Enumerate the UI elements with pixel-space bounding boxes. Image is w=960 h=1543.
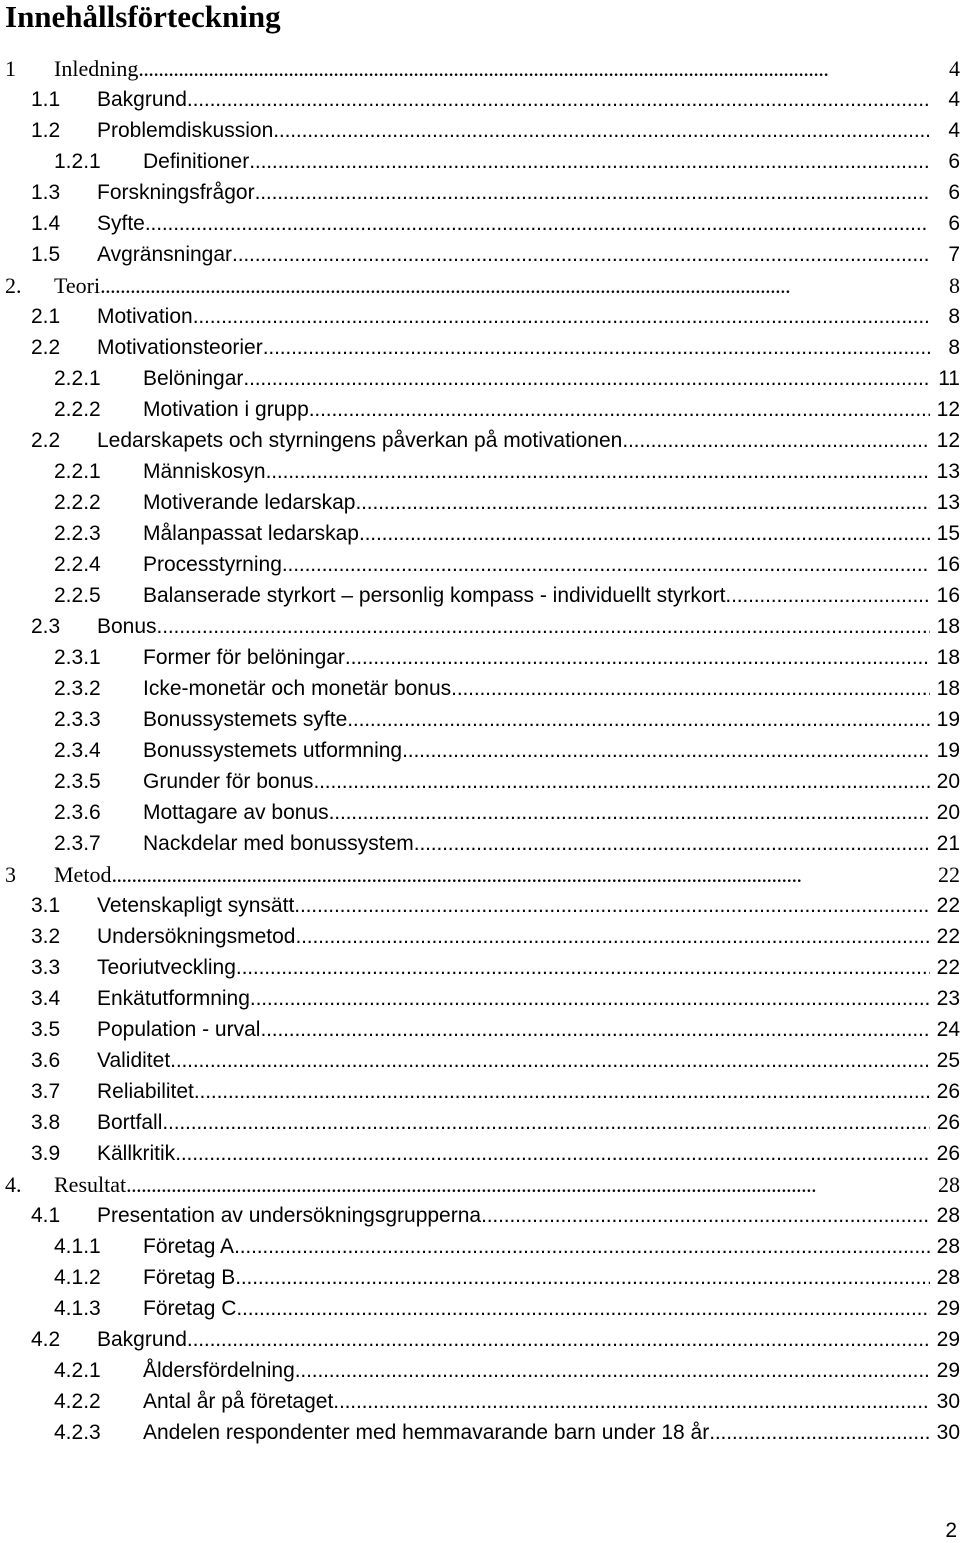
toc-dot-leader	[235, 1262, 930, 1293]
toc-entry[interactable]	[0, 1200, 960, 1231]
toc-entry-page: 13	[936, 460, 960, 483]
toc-entry-page: 30	[936, 1390, 960, 1413]
toc-entry-text	[97, 239, 930, 270]
toc-entry-text	[97, 208, 930, 239]
toc-entry[interactable]	[0, 115, 960, 146]
toc-entry-page: 18	[936, 615, 960, 638]
toc-entry-number: 4.1.1	[54, 1235, 101, 1258]
toc-dot-leader	[402, 735, 930, 766]
toc-entry[interactable]	[0, 921, 960, 952]
toc-entry[interactable]	[0, 1076, 960, 1107]
toc-entry-page: 28	[938, 1172, 960, 1197]
toc-dot-leader	[187, 84, 930, 115]
toc-entry[interactable]	[0, 952, 960, 983]
toc-entry-page: 26	[936, 1111, 960, 1134]
toc-entry-label: Presentation av undersökningsgrupperna	[97, 1204, 482, 1227]
toc-dot-leader	[162, 1107, 930, 1138]
toc-entry-page: 29	[936, 1297, 960, 1320]
toc-entry-number: 2.3.3	[54, 708, 101, 731]
toc-entry-number: 2.3.5	[54, 770, 101, 793]
toc-entry-text	[54, 53, 930, 84]
toc-entry-label: Grunder för bonus	[143, 770, 314, 793]
toc-entry-text	[143, 828, 930, 859]
toc-entry-label: Problemdiskussion	[97, 119, 274, 142]
toc-entry-label: Källkritik	[97, 1142, 176, 1165]
toc-entry-text	[143, 487, 930, 518]
toc-entry-text	[97, 301, 930, 332]
toc-entry-text	[97, 1076, 930, 1107]
toc-entry[interactable]	[0, 1138, 960, 1169]
toc-entry[interactable]	[0, 642, 960, 673]
toc-entry[interactable]	[0, 84, 960, 115]
toc-entry-label: Processtyrning	[143, 553, 282, 576]
toc-entry-label: Motivation	[97, 305, 193, 328]
toc-entry-number: 2.3.6	[54, 801, 101, 824]
toc-entry[interactable]	[0, 518, 960, 549]
toc-dot-leader	[273, 115, 930, 146]
toc-entry-label: Balanserade styrkort – personlig kompass - individuellt styrkort	[143, 584, 726, 607]
toc-entry-label: Mottagare av bonus	[143, 801, 329, 824]
toc-entry-text	[143, 766, 930, 797]
toc-entry-text	[97, 1045, 930, 1076]
toc-entry-label: Forskningsfrågor	[97, 181, 255, 204]
toc-dot-leader	[709, 1417, 930, 1448]
toc-entry-number: 1.4	[31, 212, 61, 235]
toc-entry-page: 18	[936, 677, 960, 700]
toc-dot-leader	[313, 766, 930, 797]
toc-entry-page: 22	[936, 894, 960, 917]
toc-entry[interactable]	[0, 1355, 960, 1386]
toc-entry-page: 19	[936, 739, 960, 762]
toc-entry-page: 25	[936, 1049, 960, 1072]
toc-entry-label: Företag C	[143, 1297, 237, 1320]
toc-entry-page: 22	[936, 925, 960, 948]
page-number: 2	[945, 1519, 957, 1542]
toc-entry-number: 4.2.2	[54, 1390, 101, 1413]
toc-entry-number: 3	[5, 862, 16, 887]
toc-entry[interactable]	[0, 1231, 960, 1262]
toc-dot-leader	[194, 1076, 930, 1107]
toc-dot-leader	[111, 859, 930, 890]
toc-entry-page: 18	[936, 646, 960, 669]
toc-entry[interactable]	[0, 363, 960, 394]
toc-dot-leader	[145, 208, 930, 239]
toc-dot-leader	[249, 146, 930, 177]
toc-entry-number: 3.7	[31, 1080, 61, 1103]
toc-entry-text	[97, 1200, 930, 1231]
toc-entry[interactable]	[0, 332, 960, 363]
toc-entry-text	[143, 580, 930, 611]
toc-entry[interactable]	[0, 735, 960, 766]
toc-entry-number: 2.	[5, 273, 22, 298]
toc-entry-page: 21	[936, 832, 960, 855]
toc-entry[interactable]	[0, 1417, 960, 1448]
toc-entry-text	[143, 549, 930, 580]
toc-entry-number: 4.1.3	[54, 1297, 101, 1320]
toc-entry[interactable]	[0, 1107, 960, 1138]
toc-entry-number: 2.3.7	[54, 832, 101, 855]
toc-entry-text	[143, 1386, 930, 1417]
toc-entry-page: 26	[936, 1080, 960, 1103]
toc-entry-page: 12	[936, 398, 960, 421]
toc-entry-page: 29	[936, 1328, 960, 1351]
toc-entry[interactable]	[0, 146, 960, 177]
toc-entry-page: 6	[948, 212, 960, 235]
toc-entry-number: 3.6	[31, 1049, 61, 1072]
toc-entry[interactable]	[0, 239, 960, 270]
toc-entry-label: Syfte	[97, 212, 145, 235]
toc-entry-text	[97, 84, 930, 115]
toc-entry-label: Bakgrund	[97, 1328, 187, 1351]
toc-entry[interactable]	[0, 580, 960, 611]
toc-entry[interactable]	[0, 270, 960, 301]
toc-entry[interactable]	[0, 53, 960, 84]
toc-entry-text	[54, 859, 930, 890]
toc-entry-number: 2.3	[31, 615, 61, 638]
toc-entry-number: 2.3.4	[54, 739, 101, 762]
toc-entry-text	[97, 1324, 930, 1355]
toc-entry-number: 2.2	[31, 429, 61, 452]
toc-entry-number: 2.2.1	[54, 367, 101, 390]
toc-entry-number: 4.1	[31, 1204, 61, 1227]
toc-entry-text	[97, 1138, 930, 1169]
toc-entry-number: 4.1.2	[54, 1266, 101, 1289]
toc-entry-text	[97, 983, 930, 1014]
toc-entry[interactable]	[0, 1262, 960, 1293]
toc-dot-leader	[282, 549, 930, 580]
toc-entry-label: Bakgrund	[97, 88, 187, 111]
toc-entry-label: Validitet	[97, 1049, 171, 1072]
toc-entry-text	[97, 425, 930, 456]
toc-dot-leader	[157, 611, 930, 642]
toc-entry[interactable]	[0, 797, 960, 828]
toc-dot-leader	[138, 53, 930, 84]
toc-entry[interactable]	[0, 394, 960, 425]
toc-entry-page: 24	[936, 1018, 960, 1041]
toc-dot-leader	[355, 487, 930, 518]
toc-dot-leader	[126, 1169, 930, 1200]
toc-entry-page: 28	[936, 1235, 960, 1258]
toc-entry[interactable]	[0, 1169, 960, 1200]
toc-entry-number: 2.3.2	[54, 677, 101, 700]
toc-entry-text	[143, 642, 930, 673]
toc-entry-text	[97, 177, 930, 208]
toc-entry-label: Motivation i grupp	[143, 398, 309, 421]
toc-dot-leader	[295, 1355, 930, 1386]
toc-entry-label: Vetenskapligt synsätt	[97, 894, 295, 917]
toc-entry-label: Bonussystemets utformning	[143, 739, 403, 762]
toc-entry-label: Nackdelar med bonussystem	[143, 832, 414, 855]
toc-entry-text	[143, 146, 930, 177]
toc-entry-label: Reliabilitet	[97, 1080, 194, 1103]
toc-entry-label: Antal år på företaget	[143, 1390, 334, 1413]
toc-entry[interactable]	[0, 301, 960, 332]
toc-entry-page: 4	[949, 56, 960, 81]
toc-entry-page: 4	[948, 88, 960, 111]
toc-entry-number: 2.2.5	[54, 584, 101, 607]
toc-dot-leader	[255, 177, 930, 208]
toc-entry-page: 13	[936, 491, 960, 514]
toc-entry[interactable]	[0, 456, 960, 487]
toc-entry-text	[97, 332, 930, 363]
toc-entry-text	[97, 611, 930, 642]
toc-dot-leader	[414, 828, 930, 859]
toc-entry-text	[143, 797, 930, 828]
toc-entry-label: Åldersfördelning	[143, 1359, 295, 1382]
toc-entry[interactable]	[0, 177, 960, 208]
toc-dot-leader	[481, 1200, 930, 1231]
toc-dot-leader	[295, 921, 930, 952]
toc-entry-page: 20	[936, 770, 960, 793]
toc-dot-leader	[170, 1045, 930, 1076]
toc-entry-number: 1.3	[31, 181, 61, 204]
toc-entry[interactable]	[0, 828, 960, 859]
toc-entry-number: 2.1	[31, 305, 61, 328]
toc-entry-text	[97, 921, 930, 952]
toc-dot-leader	[294, 890, 930, 921]
toc-entry-page: 8	[949, 273, 960, 298]
toc-entry-number: 1	[5, 56, 16, 81]
toc-entry-label: Människosyn	[143, 460, 266, 483]
toc-dot-leader	[451, 673, 930, 704]
toc-entry-text	[143, 1262, 930, 1293]
toc-entry[interactable]	[0, 704, 960, 735]
toc-entry-number: 1.5	[31, 243, 61, 266]
toc-entry-label: Bortfall	[97, 1111, 163, 1134]
toc-entry-text	[54, 270, 930, 301]
toc-dot-leader	[622, 425, 930, 456]
toc-entry-page: 6	[948, 150, 960, 173]
toc-entry-number: 3.9	[31, 1142, 61, 1165]
toc-entry[interactable]	[0, 983, 960, 1014]
toc-entry-number: 2.2.2	[54, 398, 101, 421]
toc-entry-label: Motiverande ledarskap	[143, 491, 356, 514]
toc-entry-label: Population - urval	[97, 1018, 261, 1041]
toc-entry-text	[143, 673, 930, 704]
toc-entry-page: 6	[948, 181, 960, 204]
toc-entry[interactable]	[0, 1324, 960, 1355]
toc-dot-leader	[243, 363, 930, 394]
toc-entry-number: 2.2.2	[54, 491, 101, 514]
toc-dot-leader	[333, 1386, 930, 1417]
toc-dot-leader	[193, 301, 930, 332]
toc-entry-label: Definitioner	[143, 150, 250, 173]
toc-entry-text	[97, 952, 930, 983]
toc-entry-number: 2.2.1	[54, 460, 101, 483]
toc-dot-leader	[329, 797, 930, 828]
toc-entry-number: 4.2.1	[54, 1359, 101, 1382]
toc-dot-leader	[232, 239, 930, 270]
toc-entry-label: Målanpassat ledarskap	[143, 522, 359, 545]
toc-dot-leader	[266, 456, 930, 487]
toc-entry-text	[97, 1014, 930, 1045]
toc-entry-label: Bonussystemets syfte	[143, 708, 348, 731]
toc-entry[interactable]	[0, 890, 960, 921]
toc-entry-page: 8	[948, 336, 960, 359]
toc-entry[interactable]	[0, 1014, 960, 1045]
toc-entry-text	[97, 1107, 930, 1138]
toc-entry-number: 3.8	[31, 1111, 61, 1134]
toc-entry-text	[143, 704, 930, 735]
toc-entry-text	[54, 1169, 930, 1200]
toc-entry-page: 7	[948, 243, 960, 266]
toc-entry[interactable]	[0, 1045, 960, 1076]
toc-entry-page: 28	[936, 1204, 960, 1227]
toc-entry-label: Motivationsteorier	[97, 336, 263, 359]
toc-entry[interactable]	[0, 766, 960, 797]
toc-entry-page: 28	[936, 1266, 960, 1289]
toc-entry-number: 2.2.3	[54, 522, 101, 545]
toc-entry-label: Företag A	[143, 1235, 235, 1258]
toc-entry-page: 22	[938, 862, 960, 887]
toc-entry-number: 3.5	[31, 1018, 61, 1041]
toc-entry-number: 1.2	[31, 119, 61, 142]
toc-dot-leader	[234, 1231, 930, 1262]
toc-entry[interactable]	[0, 549, 960, 580]
toc-entry-label: Företag B	[143, 1266, 236, 1289]
toc-entry[interactable]	[0, 859, 960, 890]
toc-dot-leader	[260, 1014, 930, 1045]
toc-entry-number: 2.3.1	[54, 646, 101, 669]
toc-entry-page: 12	[936, 429, 960, 452]
toc-entry-page: 15	[936, 522, 960, 545]
toc-entry-number: 4.2	[31, 1328, 61, 1351]
page-title: Innehållsförteckning	[5, 0, 281, 34]
toc-entry-number: 3.1	[31, 894, 61, 917]
toc-entry-page: 22	[936, 956, 960, 979]
toc-dot-leader	[347, 704, 930, 735]
toc-dot-leader	[100, 270, 930, 301]
toc-entry-label: Undersökningsmetod	[97, 925, 296, 948]
toc-entry-page: 30	[936, 1421, 960, 1444]
toc-entry-label: Inledning	[54, 56, 139, 81]
toc-entry-number: 1.1	[31, 88, 61, 111]
toc-entry-text	[143, 394, 930, 425]
toc-entry-page: 23	[936, 987, 960, 1010]
toc-entry-text	[143, 456, 930, 487]
toc-entry-page: 19	[936, 708, 960, 731]
toc-entry-text	[143, 1231, 930, 1262]
toc-entry-label: Andelen respondenter med hemmavarande barn under 18 år	[143, 1421, 710, 1444]
toc-entry-number: 2.2	[31, 336, 61, 359]
toc-entry-label: Former för belöningar	[143, 646, 345, 669]
toc-entry[interactable]	[0, 673, 960, 704]
toc-entry[interactable]	[0, 1293, 960, 1324]
toc-dot-leader	[359, 518, 930, 549]
toc-entry-label: Ledarskapets och styrningens påverkan på motivationen	[97, 429, 623, 452]
toc-entry-number: 3.3	[31, 956, 61, 979]
toc-entry-label: Icke-monetär och monetär bonus	[143, 677, 452, 700]
toc-entry-label: Teoriutveckling	[97, 956, 236, 979]
toc-dot-leader	[263, 332, 930, 363]
toc-entry-text	[143, 363, 930, 394]
toc-dot-leader	[187, 1324, 930, 1355]
toc-entry-text	[143, 1355, 930, 1386]
toc-entry-number: 3.4	[31, 987, 61, 1010]
toc-dot-leader	[345, 642, 930, 673]
toc-entry-label: Bonus	[97, 615, 157, 638]
toc-dot-leader	[725, 580, 930, 611]
toc-entry-page: 29	[936, 1359, 960, 1382]
toc-entry-label: Teori	[54, 273, 101, 298]
toc-entry[interactable]	[0, 611, 960, 642]
toc-entry-text	[143, 1293, 930, 1324]
toc-entry-text	[143, 1417, 930, 1448]
toc-entry-page: 16	[936, 553, 960, 576]
toc-entry[interactable]	[0, 425, 960, 456]
toc-entry-number: 4.2.3	[54, 1421, 101, 1444]
toc-entry-page: 4	[948, 119, 960, 142]
toc-entry-label: Belöningar	[143, 367, 244, 390]
toc-entry[interactable]	[0, 1386, 960, 1417]
toc-entry-label: Resultat	[54, 1172, 127, 1197]
toc-entry-text	[97, 890, 930, 921]
toc-entry-number: 1.2.1	[54, 150, 101, 173]
toc-entry-number: 4.	[5, 1172, 22, 1197]
toc-entry-label: Avgränsningar	[97, 243, 233, 266]
toc-dot-leader	[236, 1293, 930, 1324]
toc-entry[interactable]	[0, 208, 960, 239]
toc-entry-page: 16	[936, 584, 960, 607]
toc-entry-label: Metod	[54, 862, 112, 887]
toc-dot-leader	[236, 952, 930, 983]
toc-dot-leader	[175, 1138, 930, 1169]
toc-entry-page: 20	[936, 801, 960, 824]
toc-entry-page: 26	[936, 1142, 960, 1165]
toc-entry-page: 8	[948, 305, 960, 328]
toc-entry-text	[143, 518, 930, 549]
toc-entry-number: 2.2.4	[54, 553, 101, 576]
toc-entry-text	[97, 115, 930, 146]
toc-entry-text	[143, 735, 930, 766]
toc-entry[interactable]	[0, 487, 960, 518]
toc-entry-label: Enkätutformning	[97, 987, 250, 1010]
toc-entry-number: 3.2	[31, 925, 61, 948]
toc-entry-page: 11	[938, 367, 960, 390]
table-of-contents	[0, 53, 960, 1448]
toc-dot-leader	[309, 394, 930, 425]
toc-dot-leader	[250, 983, 930, 1014]
